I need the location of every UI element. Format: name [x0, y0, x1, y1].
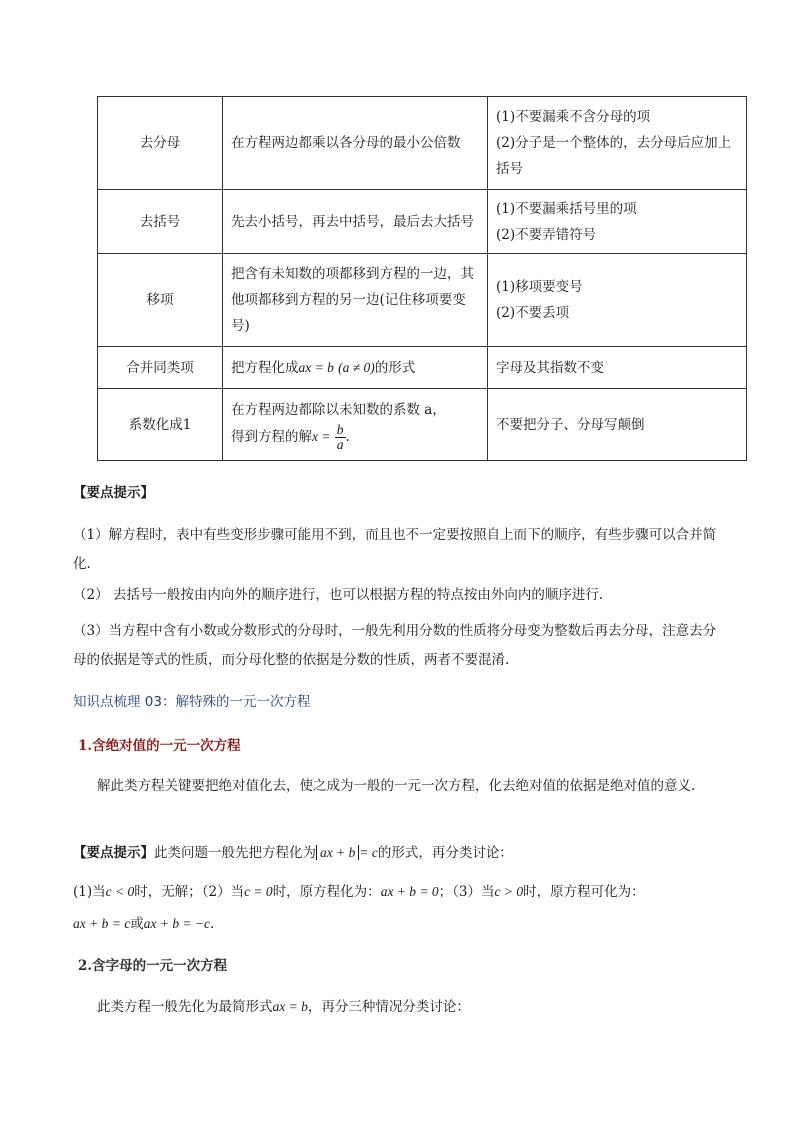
table-row	[98, 254, 747, 347]
table-row	[98, 389, 747, 461]
note-line: 不要把分子、分母写颠倒	[496, 416, 645, 433]
case-equation: ax + b = c	[73, 916, 131, 931]
step-notes	[488, 347, 747, 389]
subsection-title-2: 2.含字母的一元一次方程	[78, 958, 228, 974]
tip-item-3: （3）当方程中含有小数或分数形式的分母时，一般先利用分数的性质将分母变为整数后再去分母，注意去分母的依据是等式的性质，而分母化整的依据是分数的性质，两者不要混淆.	[73, 623, 717, 668]
case-text: 时，原方程化为：	[272, 884, 381, 900]
fraction-numerator: b	[336, 422, 344, 437]
steps-table	[97, 96, 747, 461]
step-name: 系数化成1	[98, 389, 223, 461]
method-text: .	[345, 429, 350, 445]
section-title: 知识点梳理 03：解特殊的一元一次方程	[73, 694, 311, 710]
abs-expression: ax + b	[316, 845, 359, 860]
step-method	[223, 389, 488, 461]
fraction-denominator: a	[336, 437, 344, 452]
abs-cases-line-2	[73, 912, 723, 932]
solution-fraction	[335, 423, 346, 452]
tip-item-2: （2） 去括号一般按由内向外的顺序进行，也可以根据方程的特点按由外向内的顺序进行.	[73, 587, 604, 603]
method-text: 在方程两边都除以未知数的系数 a，	[231, 402, 446, 418]
case-text: 时，无解；（2）当	[134, 884, 245, 900]
subsection-paragraph-2	[73, 995, 723, 1015]
case-text: 时，原方程可化为：	[523, 884, 645, 900]
para-equation: ax = b	[272, 999, 308, 1014]
case-text: ；（3）当	[438, 884, 495, 900]
case-text: .	[210, 916, 215, 932]
abs-tip	[73, 841, 723, 861]
step-method: 把含有未知数的项都移到方程的一边，其他项都移到方程的另一边(记住移项要变号)	[223, 254, 488, 347]
method-text: 得到方程的解	[231, 429, 312, 445]
step-name: 去分母	[98, 97, 223, 190]
note-line: (2)不要丢项	[496, 305, 570, 321]
step-name: 去括号	[98, 190, 223, 254]
table-row	[98, 97, 747, 190]
step-notes	[488, 254, 747, 347]
para-text: ，再分三种情况分类讨论：	[307, 999, 470, 1015]
method-text: 的形式	[374, 359, 416, 376]
tips-title: 【要点提示】	[73, 485, 154, 501]
case-text: 或	[130, 916, 144, 932]
note-line: 字母及其指数不变	[496, 359, 604, 376]
case-condition: c > 0	[494, 884, 524, 899]
para-text: 此类方程一般先化为最简形式	[97, 999, 273, 1015]
step-method	[223, 347, 488, 389]
note-line: (1)不要漏乘括号里的项	[496, 200, 637, 217]
subsection-title-1: 1.含绝对值的一元一次方程	[78, 738, 241, 754]
step-notes	[488, 97, 747, 190]
tip-text: 此类问题一般先把方程化为	[154, 845, 316, 861]
case-text: (1)当	[73, 884, 106, 900]
step-name: 移项	[98, 254, 223, 347]
method-equation: ax = b	[298, 359, 334, 375]
method-condition: (a ≠ 0)	[338, 359, 375, 375]
case-equation: ax + b = −c	[143, 916, 211, 931]
step-method: 在方程两边都乘以各分母的最小公倍数	[223, 97, 488, 190]
case-condition: c < 0	[105, 884, 135, 899]
method-text: 把方程化成	[231, 359, 299, 376]
note-line: (1)移项要变号	[496, 279, 583, 295]
note-line: (2)不要弄错符号	[496, 226, 597, 243]
case-equation: ax + b = 0	[380, 884, 439, 899]
tip-label: 【要点提示】	[73, 845, 154, 861]
method-solution	[231, 423, 479, 452]
case-condition: c = 0	[244, 884, 273, 899]
step-name: 合并同类项	[98, 347, 223, 389]
table-row	[98, 347, 747, 389]
step-notes	[488, 190, 747, 254]
table-row	[98, 190, 747, 254]
step-notes	[488, 389, 747, 461]
solution-var: x =	[312, 429, 331, 444]
note-line: (2)分子是一个整体的，去分母后应加上括号	[496, 135, 732, 177]
abs-cases-line-1	[73, 880, 723, 900]
note-line: (1)不要漏乘不含分母的项	[496, 109, 651, 125]
subsection-paragraph-1: 解此类方程关键要把绝对值化去，使之成为一般的一元一次方程，化去绝对值的依据是绝对值的意义.	[97, 778, 696, 794]
tip-text: 的形式，再分类讨论：	[377, 845, 513, 861]
step-method: 先去小括号，再去中括号，最后去大括号	[223, 190, 488, 254]
tip-item-1: （1）解方程时，表中有些变形步骤可能用不到，而且也不一定要按照自上而下的顺序，有些步骤可以合并简化.	[73, 527, 717, 572]
abs-equals: = c	[359, 845, 378, 860]
